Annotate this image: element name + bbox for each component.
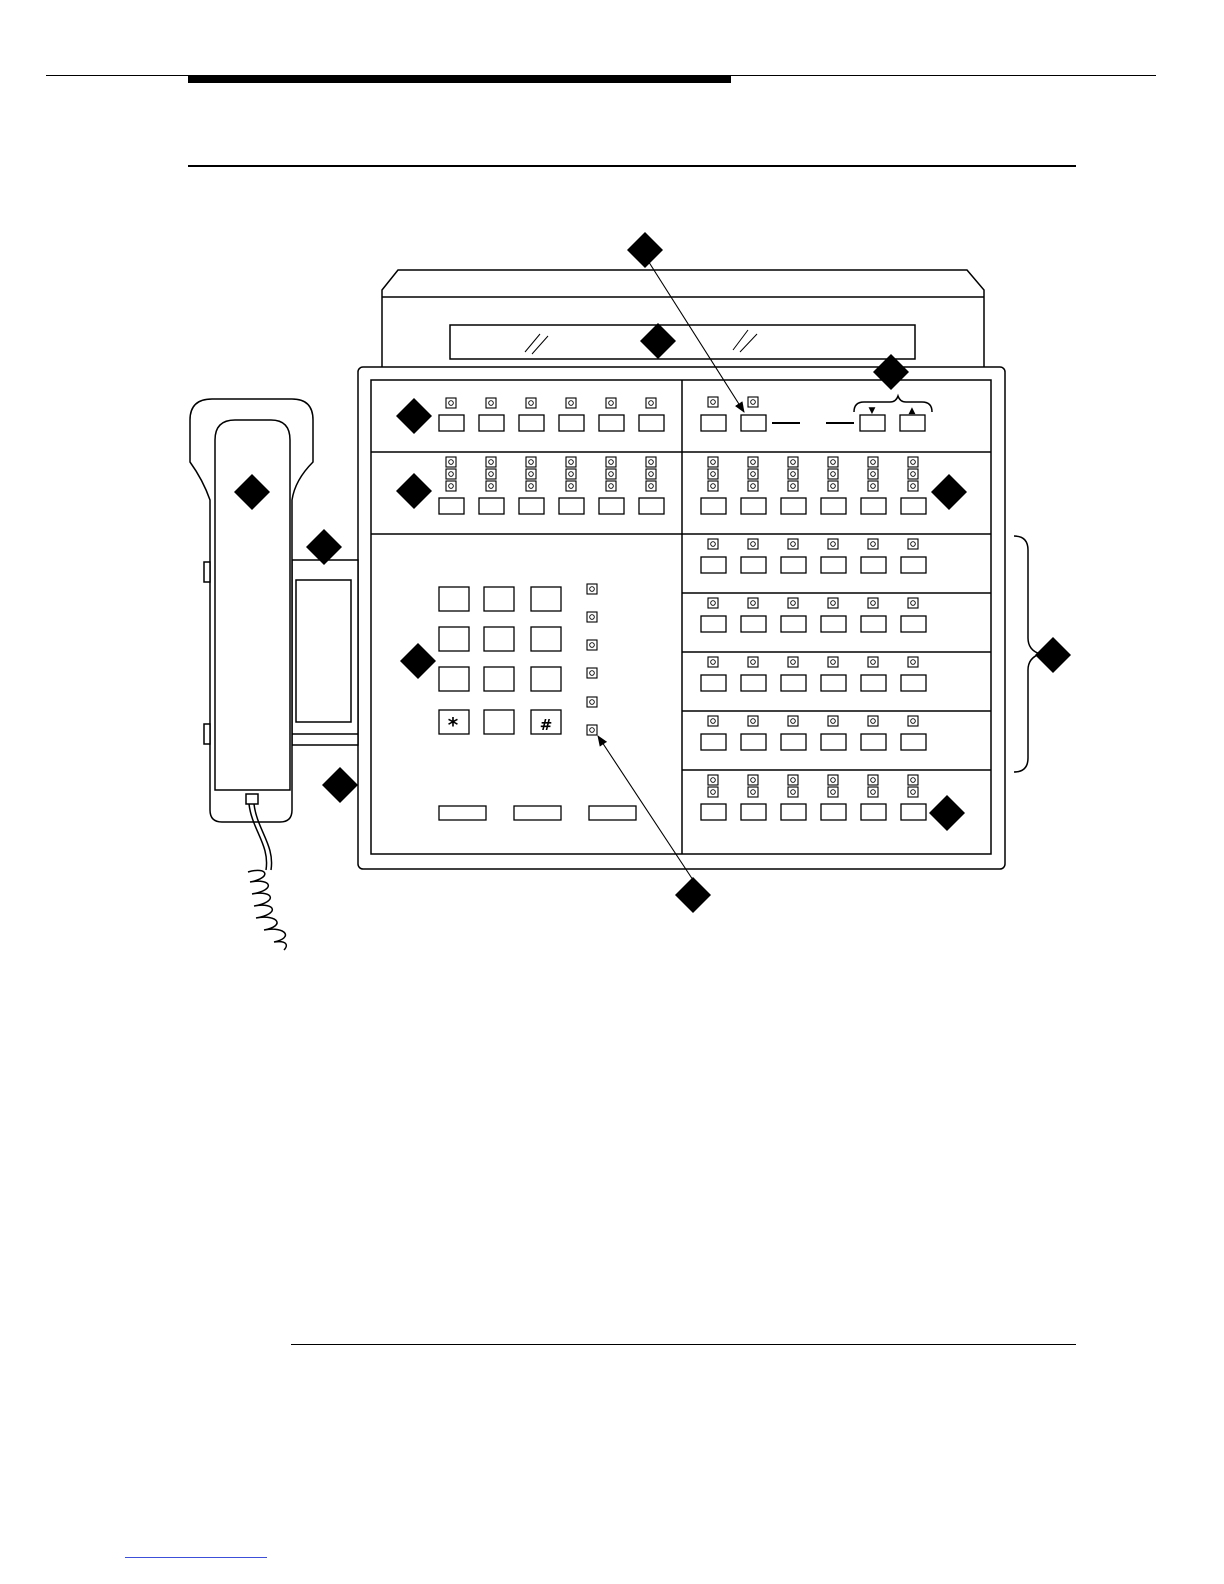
- row1-button[interactable]: [479, 415, 504, 431]
- module-led: [868, 657, 878, 667]
- module-button[interactable]: [781, 616, 806, 632]
- module-button[interactable]: [861, 734, 886, 750]
- bottom-module-button[interactable]: [821, 804, 846, 820]
- bottom-led: [868, 775, 878, 785]
- module-button[interactable]: [701, 734, 726, 750]
- row2-button[interactable]: [701, 498, 726, 514]
- bottom-module-button[interactable]: [701, 804, 726, 820]
- module-button[interactable]: [701, 557, 726, 573]
- module-led: [828, 598, 838, 608]
- triple-led: [486, 469, 496, 479]
- wide-button[interactable]: [439, 806, 486, 820]
- triple-led: [606, 469, 616, 479]
- keypad-key[interactable]: [484, 587, 514, 611]
- module-button[interactable]: [741, 675, 766, 691]
- triple-led: [446, 469, 456, 479]
- triple-led: [708, 457, 718, 467]
- triple-led: [708, 469, 718, 479]
- module-led: [908, 598, 918, 608]
- row2-button[interactable]: [559, 498, 584, 514]
- callout-marker-icon: [675, 877, 711, 913]
- scroll-up-arrow-label: ▲: [908, 406, 916, 416]
- module-button[interactable]: [821, 616, 846, 632]
- scroll-down-button[interactable]: [860, 415, 885, 431]
- bottom-led: [868, 787, 878, 797]
- bottom-module-button[interactable]: [861, 804, 886, 820]
- keypad-key[interactable]: [531, 627, 561, 651]
- status-led: [587, 640, 597, 650]
- bottom-led: [788, 787, 798, 797]
- wide-button[interactable]: [514, 806, 561, 820]
- callout-marker-icon: [1035, 637, 1071, 673]
- triple-led: [908, 481, 918, 491]
- row2-button[interactable]: [741, 498, 766, 514]
- module-button[interactable]: [821, 734, 846, 750]
- row1-led: [486, 398, 496, 408]
- triple-led: [748, 457, 758, 467]
- feature-button[interactable]: [701, 415, 726, 431]
- row2-button[interactable]: [519, 498, 544, 514]
- triple-led: [828, 469, 838, 479]
- triple-led: [788, 457, 798, 467]
- module-led: [868, 539, 878, 549]
- wide-button[interactable]: [589, 806, 636, 820]
- bottom-led: [828, 775, 838, 785]
- module-led: [788, 539, 798, 549]
- module-button[interactable]: [821, 557, 846, 573]
- status-led: [587, 668, 597, 678]
- module-led: [788, 598, 798, 608]
- module-button[interactable]: [861, 557, 886, 573]
- feature-button[interactable]: [741, 415, 766, 431]
- triple-led: [606, 457, 616, 467]
- row1-led: [526, 398, 536, 408]
- handset-cradle: [292, 560, 358, 745]
- triple-led: [606, 481, 616, 491]
- triple-led: [526, 481, 536, 491]
- triple-led: [486, 481, 496, 491]
- module-button[interactable]: [741, 734, 766, 750]
- triple-led: [748, 481, 758, 491]
- keypad-key[interactable]: [531, 667, 561, 691]
- triple-led: [828, 481, 838, 491]
- module-button[interactable]: [861, 616, 886, 632]
- feature-led: [748, 397, 758, 407]
- display-window: [450, 325, 915, 359]
- keypad-key[interactable]: [484, 667, 514, 691]
- triple-led: [566, 481, 576, 491]
- module-button[interactable]: [741, 557, 766, 573]
- row1-button[interactable]: [559, 415, 584, 431]
- triple-led: [646, 457, 656, 467]
- module-button[interactable]: [701, 675, 726, 691]
- module-button[interactable]: [781, 734, 806, 750]
- module-button[interactable]: [901, 675, 926, 691]
- keypad-star-label: *: [447, 713, 459, 737]
- keypad-key[interactable]: [439, 587, 469, 611]
- keypad-key[interactable]: [439, 627, 469, 651]
- keypad-key[interactable]: [484, 710, 514, 734]
- module-button[interactable]: [901, 616, 926, 632]
- bottom-led: [708, 775, 718, 785]
- status-led: [587, 725, 597, 735]
- module-button[interactable]: [781, 557, 806, 573]
- row2-button[interactable]: [821, 498, 846, 514]
- keypad-pound-label: #: [539, 716, 553, 734]
- row1-button[interactable]: [519, 415, 544, 431]
- row1-button[interactable]: [639, 415, 664, 431]
- row1-led: [566, 398, 576, 408]
- triple-led: [868, 469, 878, 479]
- bottom-led: [748, 787, 758, 797]
- module-led: [868, 716, 878, 726]
- module-button[interactable]: [781, 675, 806, 691]
- keypad-key[interactable]: [439, 667, 469, 691]
- triple-led: [708, 481, 718, 491]
- module-led: [708, 716, 718, 726]
- module-led: [908, 657, 918, 667]
- row1-led: [646, 398, 656, 408]
- callout-marker-icon: [322, 767, 358, 803]
- module-led: [748, 598, 758, 608]
- triple-led: [828, 457, 838, 467]
- triple-led: [868, 457, 878, 467]
- triple-led: [748, 469, 758, 479]
- module-button[interactable]: [821, 675, 846, 691]
- row1-button[interactable]: [439, 415, 464, 431]
- callout-marker-icon: [627, 232, 663, 268]
- triple-led: [788, 481, 798, 491]
- module-led: [908, 716, 918, 726]
- keypad-key[interactable]: [531, 587, 561, 611]
- triple-led: [868, 481, 878, 491]
- feature-led: [708, 397, 718, 407]
- module-led: [748, 716, 758, 726]
- bottom-led: [908, 775, 918, 785]
- handset-cord: [248, 804, 286, 950]
- module-button[interactable]: [901, 734, 926, 750]
- module-led: [708, 598, 718, 608]
- triple-led: [526, 469, 536, 479]
- status-led: [587, 612, 597, 622]
- row1-led: [446, 398, 456, 408]
- triple-led: [908, 457, 918, 467]
- triple-led: [446, 457, 456, 467]
- status-led: [587, 584, 597, 594]
- row2-button[interactable]: [901, 498, 926, 514]
- module-led: [828, 657, 838, 667]
- bottom-led: [828, 787, 838, 797]
- module-led: [788, 716, 798, 726]
- row1-button[interactable]: [599, 415, 624, 431]
- triple-led: [908, 469, 918, 479]
- module-led: [908, 539, 918, 549]
- row2-button[interactable]: [639, 498, 664, 514]
- module-led: [828, 539, 838, 549]
- row2-button[interactable]: [861, 498, 886, 514]
- triple-led: [566, 469, 576, 479]
- triple-led: [646, 481, 656, 491]
- bottom-led: [908, 787, 918, 797]
- status-led: [587, 697, 597, 707]
- row2-button[interactable]: [479, 498, 504, 514]
- module-led: [748, 657, 758, 667]
- bottom-led: [748, 775, 758, 785]
- row2-button[interactable]: [439, 498, 464, 514]
- module-led: [708, 657, 718, 667]
- module-button[interactable]: [901, 557, 926, 573]
- triple-led: [486, 457, 496, 467]
- triple-led: [788, 469, 798, 479]
- scroll-up-button[interactable]: [900, 415, 925, 431]
- module-button[interactable]: [861, 675, 886, 691]
- module-button[interactable]: [741, 616, 766, 632]
- module-led: [748, 539, 758, 549]
- row2-button[interactable]: [599, 498, 624, 514]
- bottom-module-button[interactable]: [901, 804, 926, 820]
- bottom-module-button[interactable]: [741, 804, 766, 820]
- module-button[interactable]: [701, 616, 726, 632]
- row2-button[interactable]: [781, 498, 806, 514]
- module-led: [708, 539, 718, 549]
- module-led: [828, 716, 838, 726]
- module-led: [788, 657, 798, 667]
- scroll-down-arrow-label: ▼: [868, 406, 876, 416]
- row1-led: [606, 398, 616, 408]
- triple-led: [446, 481, 456, 491]
- bottom-led: [708, 787, 718, 797]
- triple-led: [566, 457, 576, 467]
- triple-led: [646, 469, 656, 479]
- module-led: [868, 598, 878, 608]
- triple-led: [526, 457, 536, 467]
- bottom-module-button[interactable]: [781, 804, 806, 820]
- keypad-key[interactable]: [484, 627, 514, 651]
- bottom-led: [788, 775, 798, 785]
